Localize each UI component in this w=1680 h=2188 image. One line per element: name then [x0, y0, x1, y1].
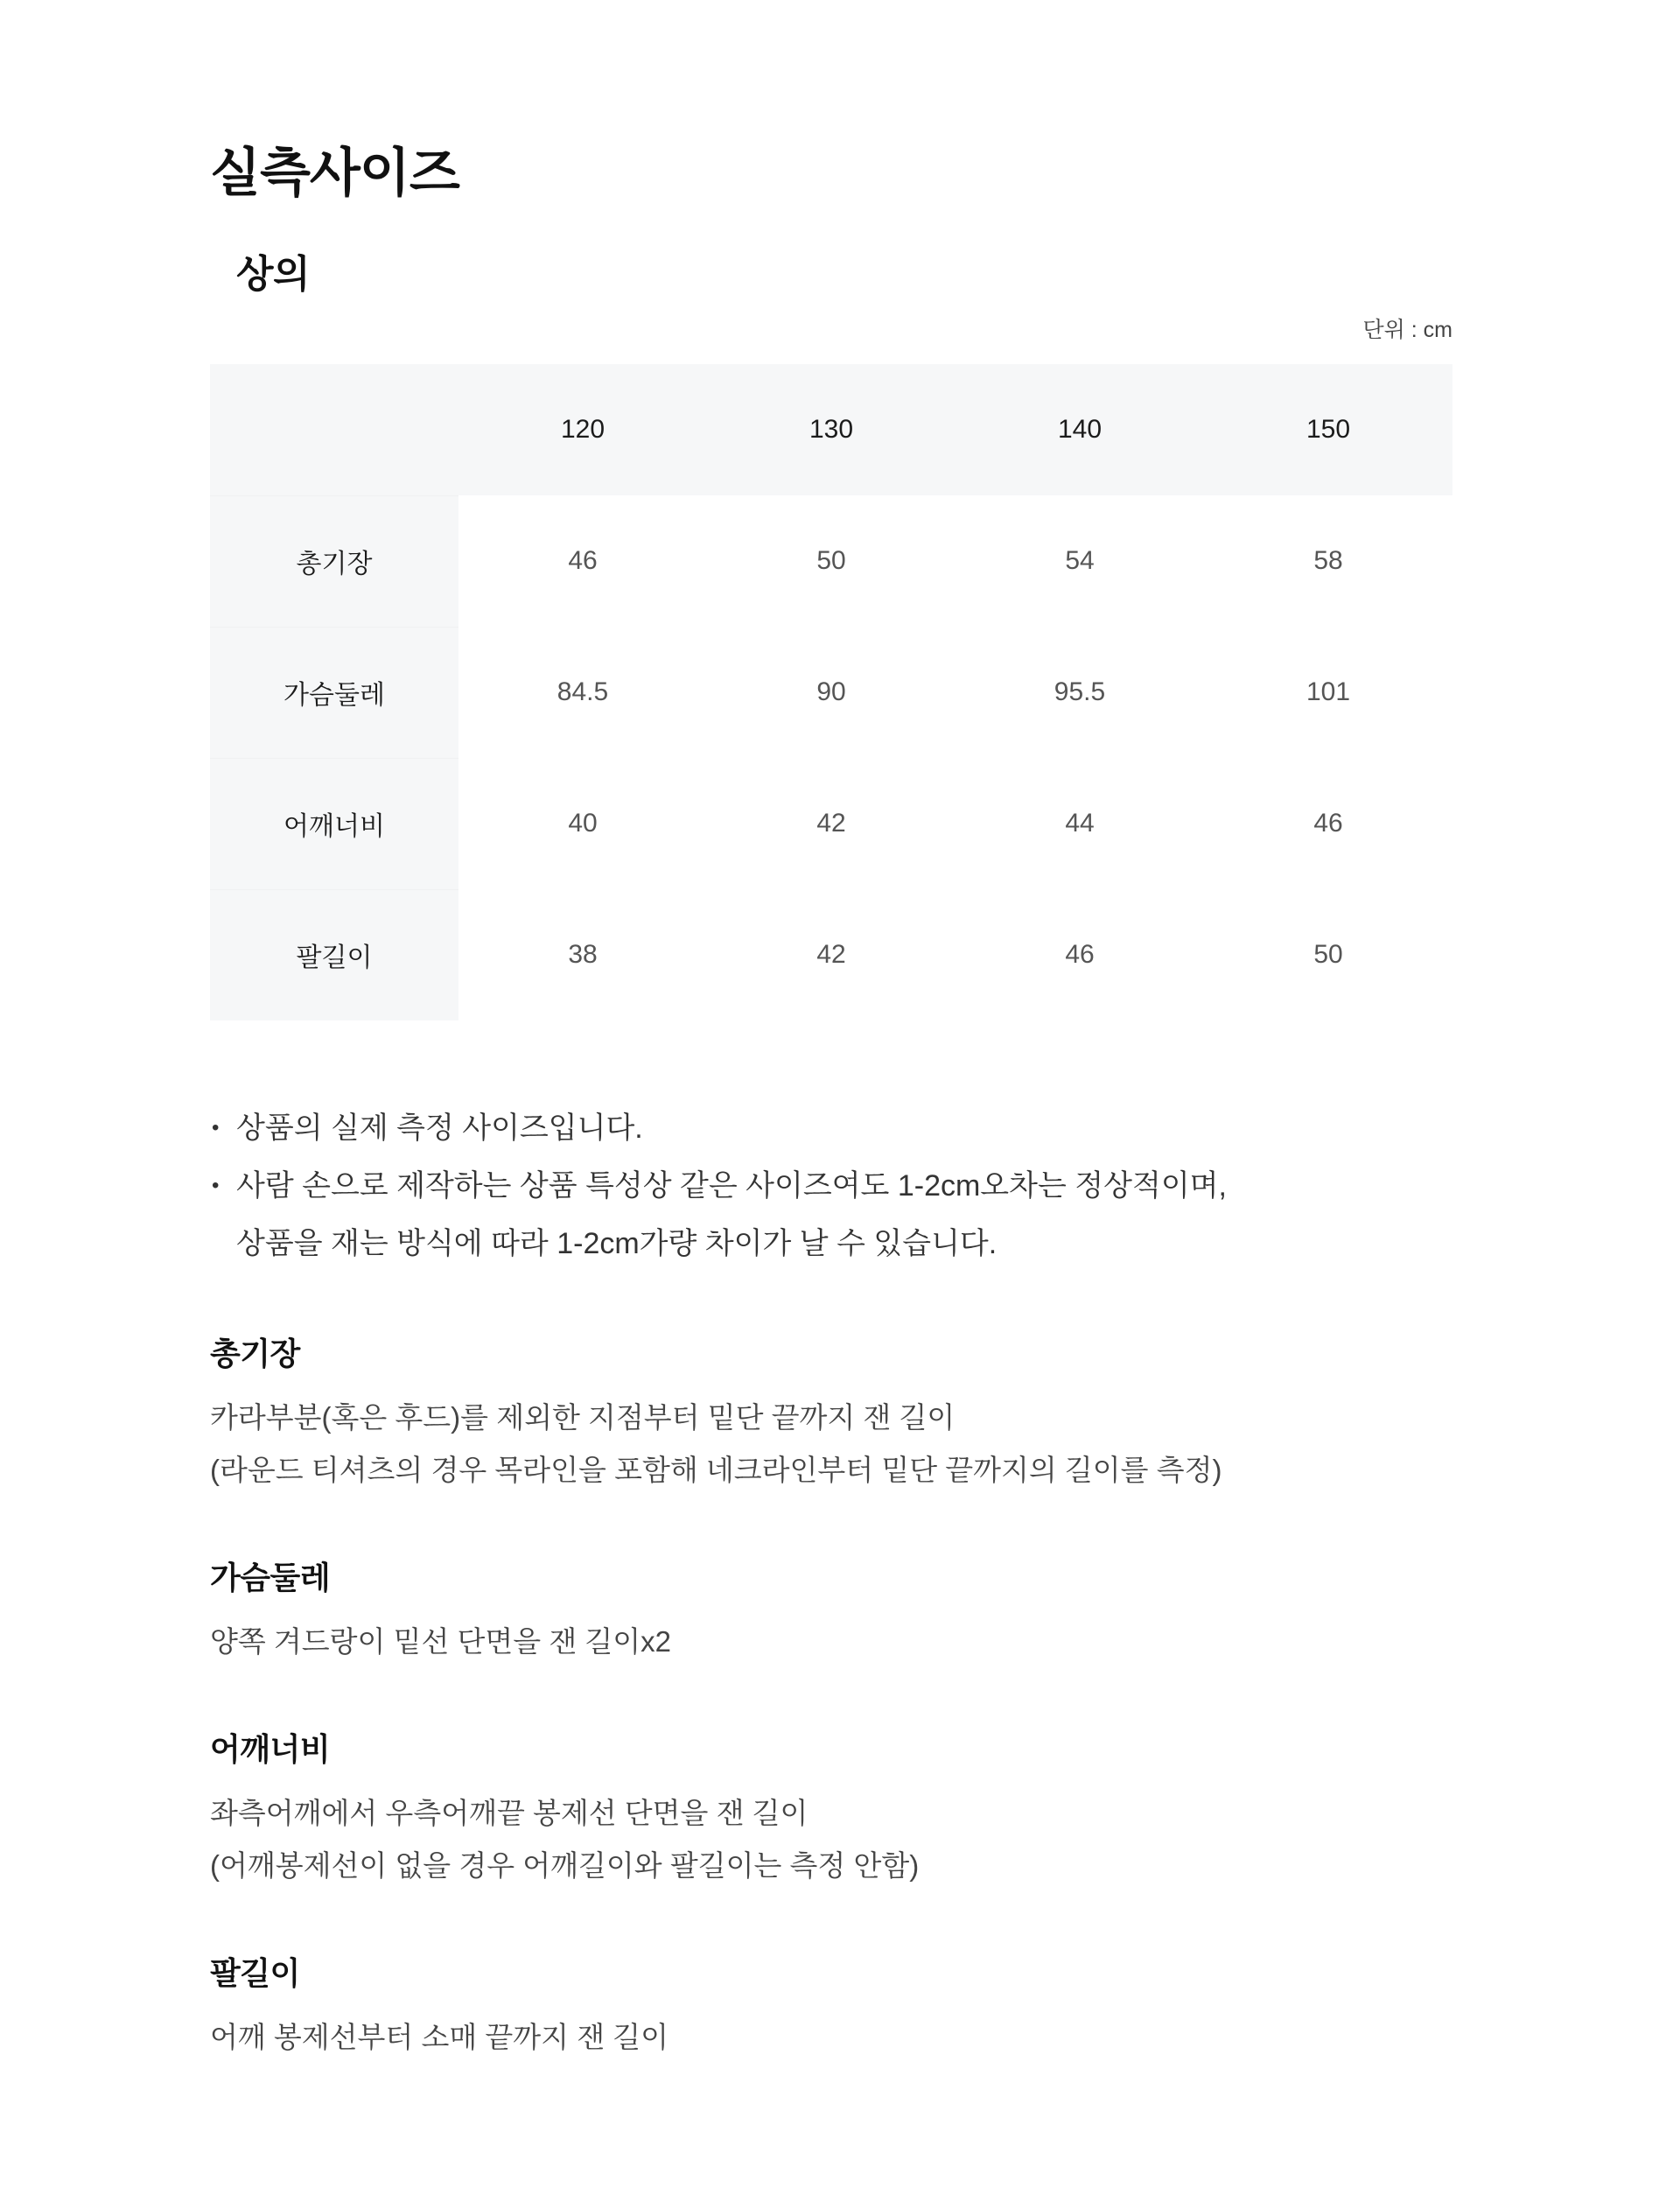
page-title: 실측사이즈 [210, 144, 459, 202]
size-value-cell: 50 [1204, 889, 1452, 1020]
definition-term: 총기장 [210, 1336, 300, 1371]
definition-chest [210, 1560, 1452, 1668]
size-value-cell: 95.5 [956, 627, 1204, 758]
size-column-header: 140 [956, 364, 1204, 495]
garment-group-title: 상의 [236, 253, 311, 296]
size-column-header: 120 [458, 364, 707, 495]
note-line: 상품을 재는 방식에 따라 1-2cm가량 차이가 날 수 있습니다. [236, 1227, 998, 1260]
unit-label: 단위 : cm [1362, 318, 1452, 342]
definition-shoulder [210, 1731, 1452, 1892]
definition-term: 가슴둘레 [210, 1560, 331, 1595]
row-label-total-length: 총기장 [210, 495, 458, 627]
size-value-cell: 90 [707, 627, 956, 758]
size-value-cell: 54 [956, 495, 1204, 627]
definition-term: 팔길이 [210, 1955, 300, 1991]
definition-line: 양쪽 겨드랑이 밑선 단면을 잰 길이x2 [210, 1625, 671, 1658]
size-column-header: 150 [1204, 364, 1452, 495]
note-line: • 상품의 실제 측정 사이즈입니다. [236, 1112, 643, 1145]
size-table [210, 364, 1452, 1020]
definition-line: 좌측어깨에서 우측어깨끝 봉제선 단면을 잰 길이 [210, 1797, 808, 1829]
row-label-sleeve: 팔길이 [210, 889, 458, 1020]
definition-line: (라운드 티셔츠의 경우 목라인을 포함해 네크라인부터 밑단 끝까지의 길이를 측정) [210, 1454, 1222, 1486]
size-value-cell: 101 [1204, 627, 1452, 758]
definition-sleeve [210, 1955, 1452, 2064]
note-line: • 사람 손으로 제작하는 상품 특성상 같은 사이즈여도 1-2cm오차는 정상적이며, [236, 1169, 1227, 1203]
unit-row [210, 317, 1452, 343]
definition-total-length [210, 1336, 1452, 1497]
size-value-cell: 42 [707, 889, 956, 1020]
size-value-cell: 46 [956, 889, 1204, 1020]
size-value-cell: 58 [1204, 495, 1452, 627]
size-column-header: 130 [707, 364, 956, 495]
size-value-cell: 46 [458, 495, 707, 627]
size-value-cell: 38 [458, 889, 707, 1020]
note-item [210, 1157, 1452, 1273]
notes-list [210, 1099, 1452, 1273]
definition-line: 어깨 봉제선부터 소매 끝까지 잰 길이 [210, 2021, 669, 2053]
size-table-corner-cell [210, 364, 458, 495]
size-value-cell: 84.5 [458, 627, 707, 758]
size-value-cell: 46 [1204, 758, 1452, 889]
definition-line: 카라부분(혹은 후드)를 제외한 지점부터 밑단 끝까지 잰 길이 [210, 1401, 956, 1434]
row-label-shoulder: 어깨너비 [210, 758, 458, 889]
definition-term: 어깨너비 [210, 1731, 331, 1767]
note-item [210, 1099, 1452, 1157]
size-value-cell: 44 [956, 758, 1204, 889]
size-value-cell: 40 [458, 758, 707, 889]
row-label-chest: 가슴둘레 [210, 627, 458, 758]
definition-line: (어깨봉제선이 없을 경우 어깨길이와 팔길이는 측정 안함) [210, 1849, 920, 1882]
size-value-cell: 50 [707, 495, 956, 627]
size-value-cell: 42 [707, 758, 956, 889]
